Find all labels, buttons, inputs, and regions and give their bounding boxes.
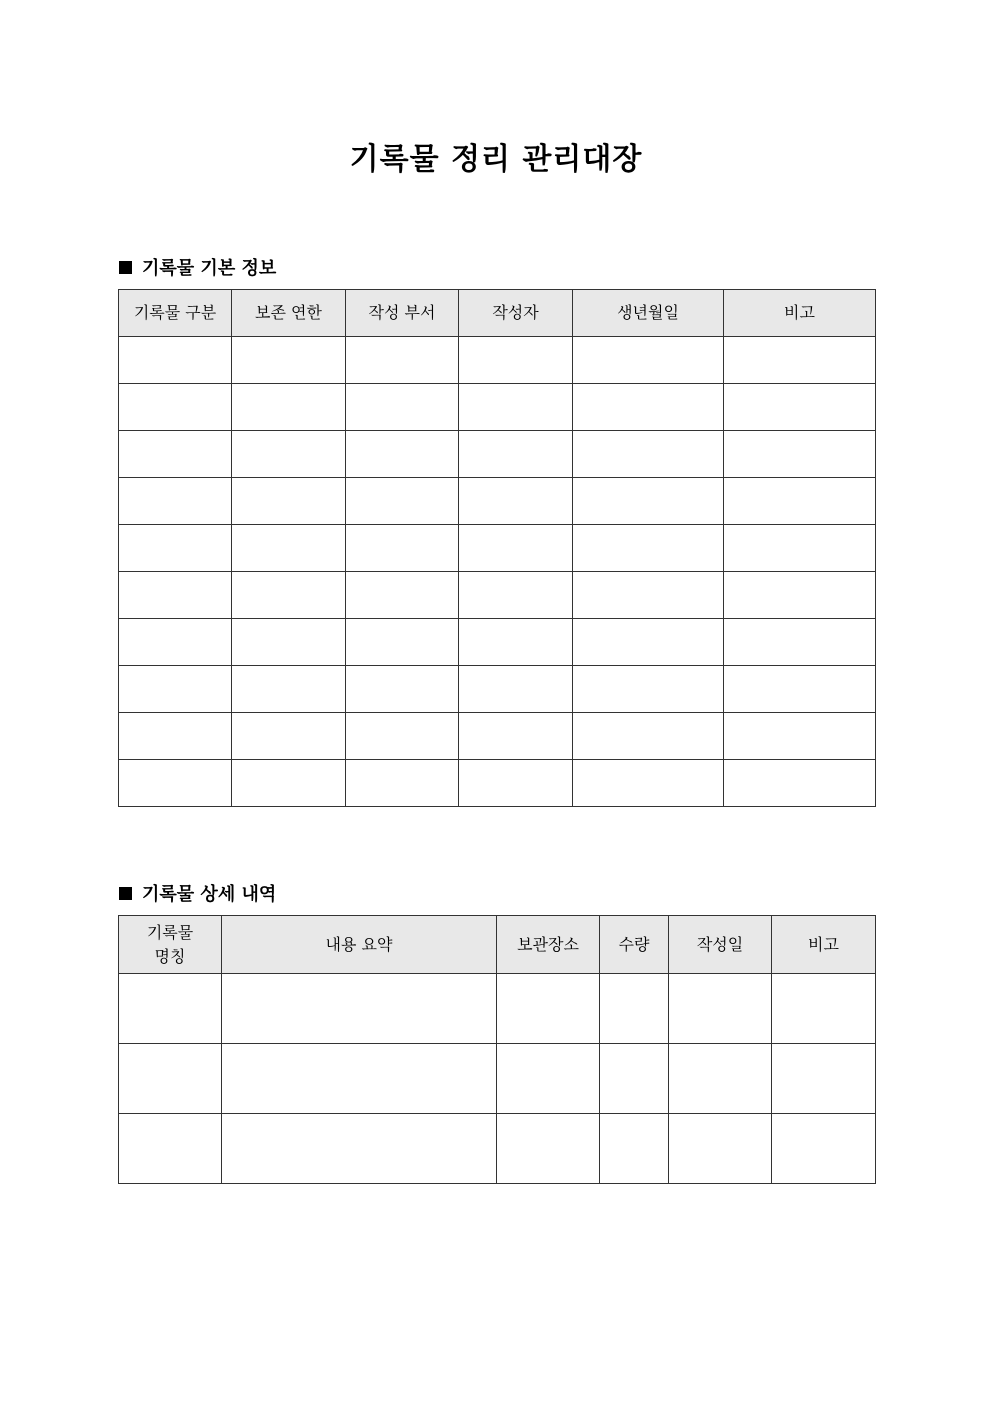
table-cell[interactable] [459, 619, 573, 666]
table-cell[interactable] [573, 478, 724, 525]
table-cell[interactable] [772, 1044, 876, 1114]
col-storage-location: 보관장소 [497, 916, 600, 974]
basic-info-table [118, 289, 876, 807]
table-row [119, 384, 876, 431]
section-basic-info-label: 기록물 기본 정보 [142, 258, 277, 279]
table-row [119, 337, 876, 384]
table-cell[interactable] [119, 384, 232, 431]
col-author: 작성자 [459, 290, 573, 337]
table-cell[interactable] [573, 760, 724, 807]
table-cell[interactable] [669, 974, 772, 1044]
table-cell[interactable] [346, 337, 459, 384]
table-row [119, 572, 876, 619]
table-cell[interactable] [119, 572, 232, 619]
table-cell[interactable] [573, 666, 724, 713]
table-cell[interactable] [459, 572, 573, 619]
table-cell[interactable] [573, 384, 724, 431]
col-content-summary: 내용 요약 [222, 916, 497, 974]
table-cell[interactable] [222, 1044, 497, 1114]
table-cell[interactable] [232, 713, 346, 760]
table-cell[interactable] [346, 431, 459, 478]
section-basic-info-heading [119, 254, 276, 280]
table-cell[interactable] [724, 384, 876, 431]
table-cell[interactable] [459, 431, 573, 478]
table-cell[interactable] [119, 478, 232, 525]
table-cell[interactable] [346, 666, 459, 713]
table-row [119, 1114, 876, 1184]
table-cell[interactable] [119, 666, 232, 713]
table-cell[interactable] [119, 431, 232, 478]
table-cell[interactable] [573, 572, 724, 619]
detail-header-row [119, 916, 876, 974]
table-cell[interactable] [724, 666, 876, 713]
table-cell[interactable] [600, 1114, 669, 1184]
table-cell[interactable] [573, 337, 724, 384]
table-row [119, 760, 876, 807]
table-cell[interactable] [346, 760, 459, 807]
table-cell[interactable] [600, 974, 669, 1044]
table-cell[interactable] [119, 619, 232, 666]
table-row [119, 478, 876, 525]
table-cell[interactable] [573, 619, 724, 666]
table-cell[interactable] [573, 713, 724, 760]
table-cell[interactable] [459, 525, 573, 572]
table-cell[interactable] [724, 572, 876, 619]
table-cell[interactable] [724, 713, 876, 760]
table-cell[interactable] [232, 384, 346, 431]
table-cell[interactable] [497, 1044, 600, 1114]
table-cell[interactable] [772, 1114, 876, 1184]
col-record-name: 기록물 명칭 [119, 916, 222, 974]
col-record-type: 기록물 구분 [119, 290, 232, 337]
table-cell[interactable] [724, 431, 876, 478]
table-row [119, 666, 876, 713]
table-cell[interactable] [232, 431, 346, 478]
table-cell[interactable] [346, 619, 459, 666]
table-cell[interactable] [459, 760, 573, 807]
table-cell[interactable] [573, 431, 724, 478]
table-cell[interactable] [459, 337, 573, 384]
table-cell[interactable] [669, 1044, 772, 1114]
table-cell[interactable] [232, 619, 346, 666]
section-detail-label: 기록물 상세 내역 [142, 884, 277, 905]
table-cell[interactable] [346, 525, 459, 572]
table-cell[interactable] [346, 713, 459, 760]
table-cell[interactable] [232, 478, 346, 525]
table-cell[interactable] [346, 478, 459, 525]
table-row [119, 619, 876, 666]
table-cell[interactable] [459, 713, 573, 760]
table-cell[interactable] [222, 1114, 497, 1184]
table-cell[interactable] [497, 974, 600, 1044]
table-cell[interactable] [222, 974, 497, 1044]
table-cell[interactable] [119, 1114, 222, 1184]
table-cell[interactable] [724, 760, 876, 807]
basic-info-header-row [119, 290, 876, 337]
table-cell[interactable] [573, 525, 724, 572]
table-row [119, 431, 876, 478]
col-remarks: 비고 [724, 290, 876, 337]
col-remarks: 비고 [772, 916, 876, 974]
table-cell[interactable] [119, 1044, 222, 1114]
col-created-date: 작성일 [669, 916, 772, 974]
section-detail-heading [119, 880, 276, 906]
detail-table [118, 915, 876, 1184]
table-cell[interactable] [232, 666, 346, 713]
table-cell[interactable] [724, 478, 876, 525]
table-cell[interactable] [346, 572, 459, 619]
table-row [119, 1044, 876, 1114]
table-cell[interactable] [232, 572, 346, 619]
document-title: 기록물 정리 관리대장 [349, 142, 643, 177]
table-cell[interactable] [459, 666, 573, 713]
table-cell[interactable] [346, 384, 459, 431]
black-square-icon [119, 887, 132, 900]
table-cell[interactable] [459, 478, 573, 525]
table-cell[interactable] [119, 713, 232, 760]
table-cell[interactable] [232, 337, 346, 384]
black-square-icon [119, 261, 132, 274]
table-row [119, 974, 876, 1044]
table-cell[interactable] [497, 1114, 600, 1184]
table-cell[interactable] [232, 760, 346, 807]
col-retention-period: 보존 연한 [232, 290, 346, 337]
table-cell[interactable] [232, 525, 346, 572]
col-authoring-department: 작성 부서 [346, 290, 459, 337]
table-row [119, 713, 876, 760]
col-quantity: 수량 [600, 916, 669, 974]
table-cell[interactable] [724, 525, 876, 572]
table-cell[interactable] [772, 974, 876, 1044]
table-cell[interactable] [724, 337, 876, 384]
table-row [119, 525, 876, 572]
table-cell[interactable] [119, 525, 232, 572]
table-cell[interactable] [119, 760, 232, 807]
table-cell[interactable] [600, 1044, 669, 1114]
table-cell[interactable] [724, 619, 876, 666]
table-cell[interactable] [459, 384, 573, 431]
table-cell[interactable] [119, 337, 232, 384]
table-cell[interactable] [669, 1114, 772, 1184]
col-birth-date: 생년월일 [573, 290, 724, 337]
table-cell[interactable] [119, 974, 222, 1044]
